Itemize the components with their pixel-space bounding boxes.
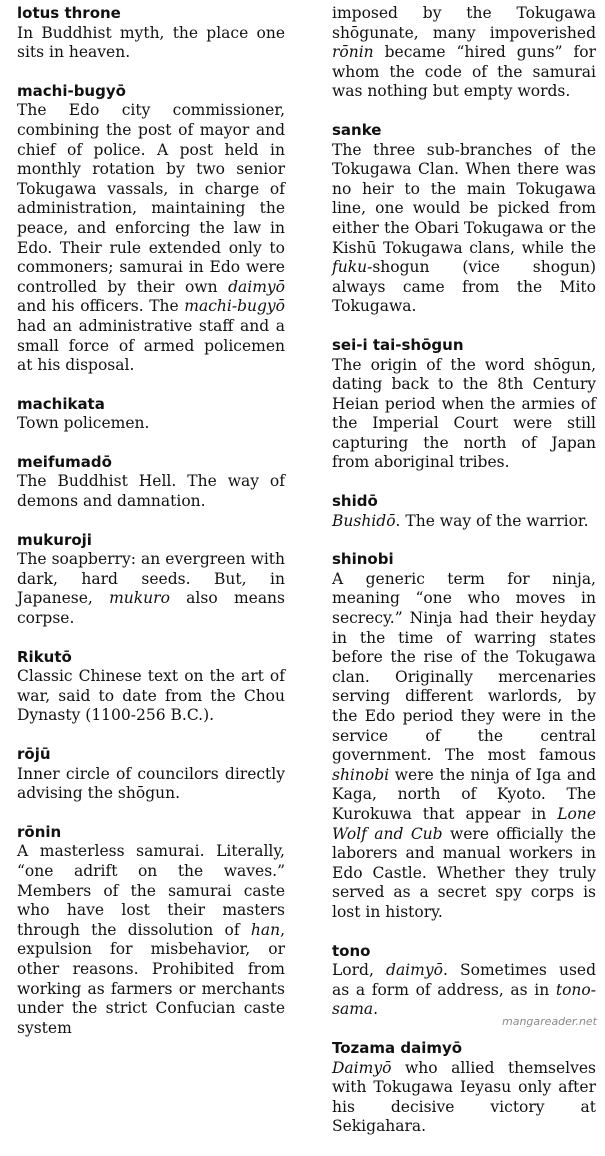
glossary-term: sanke [332,120,382,139]
glossary-term: machi-bugyō [17,81,126,100]
glossary-entry [332,121,596,317]
glossary-definition [17,472,285,511]
glossary-entry [17,4,285,63]
glossary-entry [17,531,285,629]
glossary-left-column [17,4,285,1057]
definition-text: imposed by the Tokugawa shōgunate, many impoverished [332,4,596,42]
glossary-term: tono [332,941,371,960]
definition-text: were the ninja of Iga and Kaga, north of Kyoto. The Kurokuwa that appear in [332,765,596,823]
glossary-entry [17,648,285,726]
definition-text: had an administrative staff and a small force of armed policemen at his disposal. [17,316,285,375]
glossary-entry [17,82,285,376]
glossary-entry [17,745,285,804]
italic-term: Daimyō [332,1058,392,1077]
definition-text: . [373,1000,379,1019]
glossary-entry [17,395,285,434]
definition-text: A masterless samurai. Literally, “one adrift on the waves.” Members of the samurai caste who have lost their masters through the dissolution of [17,842,285,939]
definition-text: Inner circle of councilors directly advising the shōgun. [17,764,285,803]
glossary-entry [17,453,285,512]
glossary-term: lotus throne [17,4,121,22]
definition-text: The origin of the word shōgun, dating back to the 8th Century Heian period when the armies of the Imperial Court were still capturing the north of Japan from aboriginal tribes. [332,355,596,472]
glossary-term: shidō [332,492,378,511]
definition-text: The three sub-branches of the Tokugawa Clan. When there was no heir to the main Tokugawa line, one would be picked from either the Obari Tokugawa or the Kishū Tokugawa clans, while the [332,140,596,257]
glossary-definition [17,101,285,375]
definition-text: were officially the laborers and manual workers in Edo Castle. Whether they truly served as a secret spy corps is lost in history. [332,824,597,921]
glossary-definition [17,842,285,1038]
glossary-term: meifumadō [17,452,112,471]
glossary-term: machikata [17,394,105,413]
glossary-definition [17,414,285,434]
glossary-entry [17,823,285,1039]
glossary-entry [332,1039,596,1137]
glossary-definition [17,550,285,628]
glossary-entry [332,550,596,922]
definition-text: shogun (vice shogun) always came from the Mito Tokugawa. [332,258,596,316]
definition-text: The Buddhist Hell. The way of demons and damnation. [17,472,285,511]
glossary-definition [332,1059,596,1137]
italic-term: tono-sama [332,980,596,1019]
definition-text: Classic Chinese text on the art of war, said to date from the Chou Dynasty (1100-256 B.C.). [17,667,285,725]
definition-text: In Buddhist myth, the place one sits in heaven. [17,23,285,62]
definition-text: Lord, [332,961,387,980]
italic-term: fuku- [332,258,373,277]
glossary-term: mukuroji [17,530,92,549]
italic-term: han [250,920,281,939]
glossary-definition [17,765,285,804]
watermark-text: mangareader.net [502,1015,597,1028]
italic-term: daimyō [386,961,443,980]
italic-term: Lone Wolf and Cub [332,804,596,843]
glossary-entry [332,4,596,102]
definition-text: became “hired guns” for whom the code of the samurai was nothing but empty words. [332,43,596,101]
definition-text: The Edo city commissioner, combining the post of mayor and chief of police. A post held in monthly rotation by two senior Tokugawa vassals, in charge of administration, maintaining the peace, and enforcing the law in Edo. Their rule extended only to commoners; samurai in Edo were controlled by their own [17,101,285,296]
italic-term: machi-bugyō [184,297,285,316]
glossary-entry [332,492,596,531]
definition-text: . Sometimes used as a form of address, as in [332,961,596,999]
glossary-definition [332,961,596,1020]
italic-term: shinobi [332,765,390,784]
italic-term: mukuro [109,589,170,608]
glossary-term: sei-i tai-shōgun [332,335,464,354]
definition-text: The soapberry: an evergreen with dark, hard seeds. But, in Japanese, [17,550,285,608]
definition-text: and his officers. The [17,297,185,316]
glossary-entry [332,942,596,1020]
definition-text: A generic term for ninja, meaning “one who moves in secrecy.” Ninja had their heyday in the time of warring states before the rise of the Tokugawa clan. Originally mercenaries serving different warlords, by the Edo period they were in the service of the central government. The most famous [332,569,596,765]
glossary-term: Tozama daimyō [332,1038,463,1057]
definition-text: . The way of the warrior. [395,511,589,530]
glossary-definition [332,356,596,474]
glossary-definition [332,570,596,923]
glossary-right-column [332,4,596,1156]
italic-term: daimyō [228,277,285,296]
glossary-entry [332,336,596,473]
definition-text: , expulsion for misbehavior, or other reasons. Prohibited from working as farmers or merchants under the strict Confucian caste system [17,920,285,1037]
definition-text: Town policemen. [17,414,150,433]
glossary-definition [332,4,596,102]
definition-text: who allied themselves with Tokugawa Ieyasu only after his decisive victory at Sekigahara. [332,1058,596,1136]
glossary-definition [17,667,285,726]
italic-term: Bushidō [332,511,396,530]
definition-text: also means corpse. [17,589,285,628]
glossary-definition [17,24,285,63]
italic-term: rōnin [332,43,374,62]
glossary-definition [332,512,596,532]
glossary-term: shinobi [332,550,394,569]
glossary-term: rōnin [17,822,62,841]
glossary-term: Rikutō [17,647,72,666]
glossary-term: rōjū [17,745,51,763]
glossary-definition [332,141,596,317]
